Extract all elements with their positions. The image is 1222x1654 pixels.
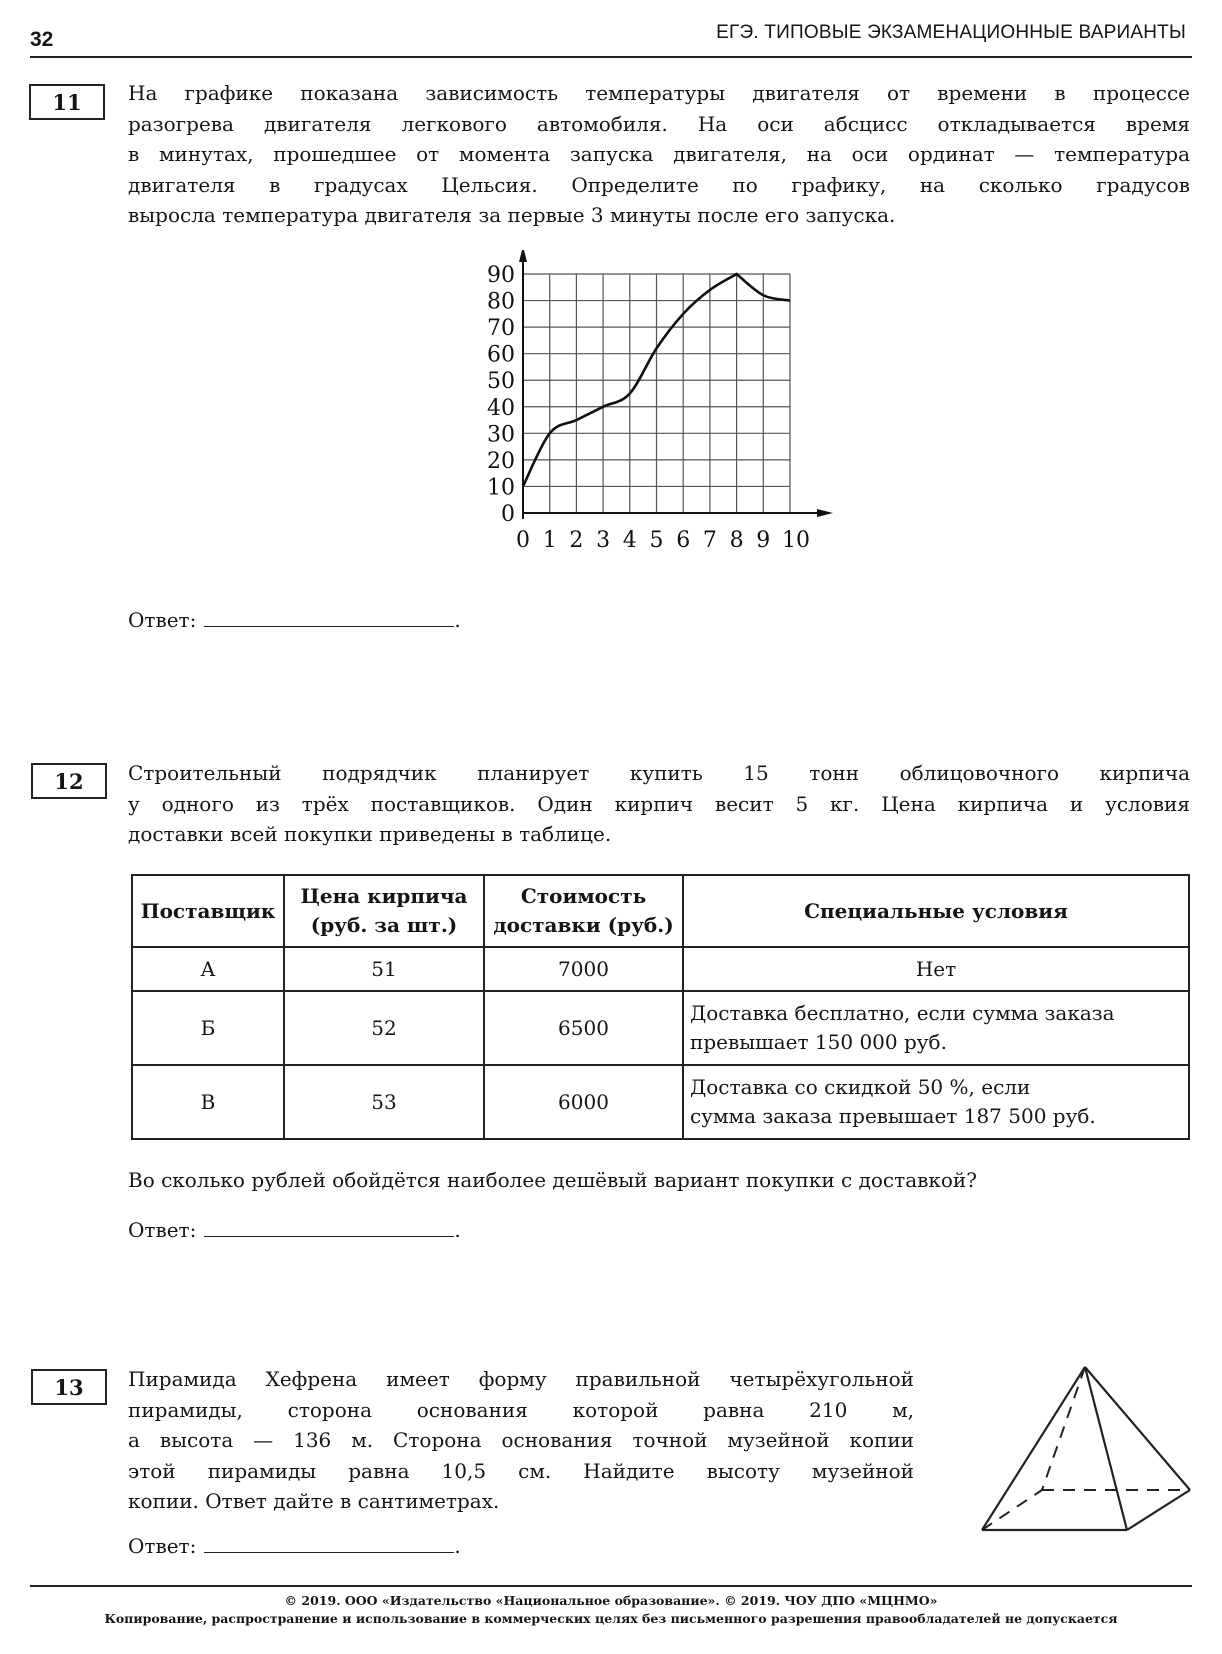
task-11-answer — [128, 608, 461, 632]
y-tick-label: 30 — [487, 422, 515, 448]
y-tick-label: 10 — [487, 475, 515, 501]
running-title: ЕГЭ. ТИПОВЫЕ ЭКЗАМЕНАЦИОННЫЕ ВАРИАНТЫ — [716, 22, 1186, 43]
y-tick-label: 50 — [487, 369, 515, 395]
text-line: у одного из трёх поставщиков. Один кирпич весит 5 кг. Цена кирпича и условия — [128, 791, 1190, 816]
pyramid-base-edge — [1127, 1490, 1190, 1530]
table-row — [132, 991, 1189, 1065]
x-tick-label: 0 — [516, 528, 530, 550]
x-axis-arrow-icon — [817, 509, 833, 517]
x-tick-label: 9 — [756, 528, 771, 550]
header-delivery: Стоимость доставки (руб.) — [484, 875, 683, 947]
cell-supplier: Б — [132, 991, 284, 1065]
answer-field[interactable] — [204, 1218, 454, 1237]
y-axis-arrow-icon — [519, 250, 527, 262]
answer-label: Ответ: — [128, 1534, 197, 1558]
cell-delivery: 6000 — [484, 1065, 683, 1139]
header-divider — [30, 56, 1192, 58]
task-13-text — [128, 1364, 914, 1517]
y-tick-label: 40 — [487, 395, 515, 421]
task-13-answer — [128, 1534, 461, 1558]
answer-label: Ответ: — [128, 1218, 197, 1242]
header-supplier: Поставщик — [132, 875, 284, 947]
y-tick-label: 20 — [487, 448, 515, 474]
text-line: выросла температура двигателя за первые 3 минуты после его запуска. — [128, 203, 896, 227]
table-row — [132, 947, 1189, 991]
cell-price: 51 — [284, 947, 484, 991]
pyramid-edge — [982, 1367, 1085, 1530]
x-tick-label: 2 — [569, 528, 584, 550]
cell-conditions: Доставка бесплатно, если сумма заказа превышает 150 000 руб. — [683, 991, 1189, 1065]
x-tick-label: 7 — [702, 528, 717, 550]
y-tick-label: 80 — [487, 289, 515, 315]
table-row — [132, 1065, 1189, 1139]
footer-notice: Копирование, распространение и использование в коммерческих целях без письменного разрешения правообладателей не допускается — [104, 1611, 1118, 1626]
text-line: двигателя в градусах Цельсия. Определите по графику, на сколько градусов — [128, 172, 1190, 197]
cell-conditions: Нет — [683, 947, 1189, 991]
cell-supplier: А — [132, 947, 284, 991]
footer-copyright: © 2019. ООО «Издательство «Национальное образование». © 2019. ЧОУ ДПО «МЦНМО» — [284, 1593, 938, 1608]
text-line: в минутах, прошедшее от момента запуска двигателя, на оси ординат — температура — [128, 142, 1190, 166]
answer-label: Ответ: — [128, 608, 197, 632]
cell-conditions: Доставка со скидкой 50 %, если сумма заказа превышает 187 500 руб. — [683, 1065, 1189, 1139]
task-12-text — [128, 758, 1190, 850]
header-price: Цена кирпича (руб. за шт.) — [284, 875, 484, 947]
x-tick-label: 3 — [596, 528, 611, 550]
x-tick-label: 8 — [729, 528, 744, 550]
text-line: а высота — 136 м. Сторона основания точной музейной копии — [128, 1428, 914, 1452]
x-tick-label: 4 — [622, 528, 637, 550]
answer-period: . — [454, 608, 461, 632]
text-line: доставки всей покупки приведены в таблице. — [128, 822, 612, 846]
task-number-12: 12 — [31, 763, 107, 799]
task-11-text — [128, 78, 1190, 231]
temperature-chart — [440, 250, 860, 550]
y-tick-label: 0 — [501, 502, 515, 527]
x-tick-label: 6 — [676, 528, 691, 550]
cell-delivery: 7000 — [484, 947, 683, 991]
task-12-answer — [128, 1218, 461, 1242]
page-number: 32 — [30, 28, 54, 51]
pyramid-figure — [970, 1360, 1200, 1540]
text-line: Строительный подрядчик планирует купить 15 тонн облицовочного кирпича — [128, 761, 1190, 785]
answer-field[interactable] — [204, 608, 454, 627]
text-line: этой пирамиды равна 10,5 см. Найдите высоту музейной — [128, 1458, 914, 1483]
suppliers-table — [131, 874, 1190, 1140]
task-number-11: 11 — [29, 84, 105, 120]
table-header-row — [132, 875, 1189, 947]
y-tick-label: 90 — [487, 263, 515, 288]
footer-divider — [30, 1585, 1192, 1587]
answer-field[interactable] — [204, 1534, 454, 1553]
cell-price: 53 — [284, 1065, 484, 1139]
header-conditions: Специальные условия — [683, 875, 1189, 947]
y-tick-label: 70 — [487, 316, 515, 342]
text-line: Пирамида Хефрена имеет форму правильной четырёхугольной — [128, 1367, 914, 1391]
text-line: пирамиды, сторона основания которой равна 210 м, — [128, 1397, 914, 1422]
task-12-question: Во сколько рублей обойдётся наиболее дешёвый вариант покупки с доставкой? — [128, 1168, 977, 1192]
cell-price: 52 — [284, 991, 484, 1065]
answer-period: . — [454, 1534, 461, 1558]
x-tick-label: 10 — [782, 528, 810, 550]
cell-delivery: 6500 — [484, 991, 683, 1065]
text-line: На графике показана зависимость температуры двигателя от времени в процессе — [128, 81, 1190, 105]
pyramid-hidden-edge — [1042, 1367, 1085, 1490]
text-line: разогрева двигателя легкового автомобиля. На оси абсцисс откладывается время — [128, 111, 1190, 136]
y-tick-label: 60 — [487, 342, 515, 368]
cell-supplier: В — [132, 1065, 284, 1139]
pyramid-hidden-edge — [982, 1490, 1042, 1530]
x-tick-label: 5 — [649, 528, 664, 550]
task-number-13: 13 — [31, 1369, 107, 1405]
answer-period: . — [454, 1218, 461, 1242]
x-tick-label: 1 — [542, 528, 557, 550]
text-line: копии. Ответ дайте в сантиметрах. — [128, 1489, 500, 1513]
